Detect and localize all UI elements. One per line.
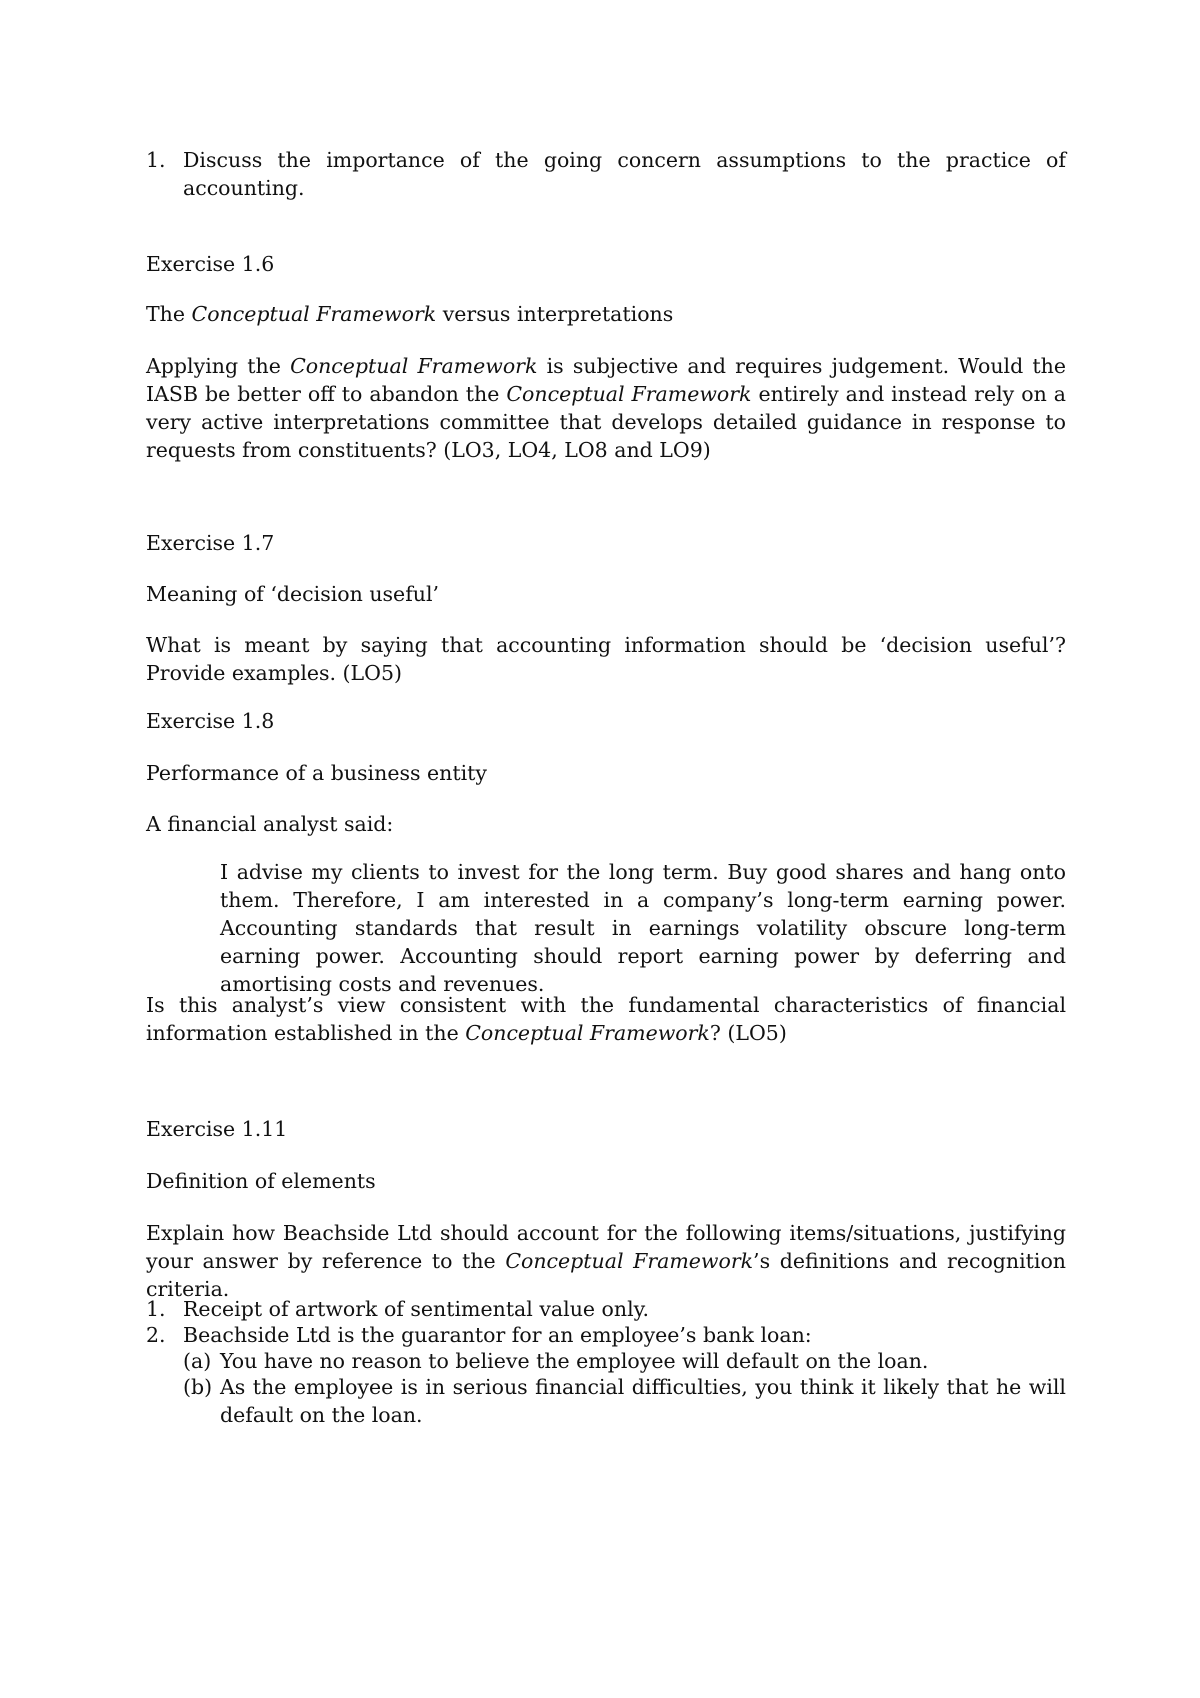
exercise-1-11-heading: Exercise 1.11 xyxy=(146,1117,288,1141)
exercise-1-11-intro: Explain how Beachside Ltd should account for the following items/situations, justifying your answer by reference to the Conceptual Framework’s definitions and recognition criteria. xyxy=(146,1221,1067,1301)
sub-list-item-label: (b) xyxy=(183,1375,213,1399)
exercise-1-11-title: Definition of elements xyxy=(146,1169,376,1193)
list-item-text: Receipt of artwork of sentimental value only. xyxy=(183,1297,650,1321)
exercise-1-6-title: The Conceptual Framework versus interpretations xyxy=(146,302,674,326)
exercise-1-8-question: Is this analyst’s view consistent with the fundamental characteristics of financial information established in the Conceptual Framework? (LO5) xyxy=(146,993,1066,1045)
list-item-text: Beachside Ltd is the guarantor for an employee’s bank loan: xyxy=(183,1323,812,1347)
exercise-1-8-quote: I advise my clients to invest for the long term. Buy good shares and hang onto them. Therefore, I am interested in a company’s long-term earning power. Accounting standards that result in earnings volatility obscure long-term earning power. Accounting should report earning power by deferring and amortising costs and revenues. xyxy=(220,859,1066,996)
exercise-1-7-title: Meaning of ‘decision useful’ xyxy=(146,582,440,606)
sub-list-item-text: You have no reason to believe the employee will default on the loan. xyxy=(220,1349,929,1373)
exercise-1-6-body: Applying the Conceptual Framework is subjective and requires judgement. Would the IASB be better off to abandon the Conceptual Framework entirely and instead rely on a very active interpretations committee that develops detailed guidance in response to requests from constituents? (LO3, LO4, LO8 and LO9) xyxy=(146,354,1066,462)
exercise-1-7-heading: Exercise 1.7 xyxy=(146,531,275,555)
sub-list-item-label: (a) xyxy=(183,1349,212,1373)
list-item-number: 1. xyxy=(146,1297,166,1321)
exercise-1-8-heading: Exercise 1.8 xyxy=(146,709,275,733)
list-item-number: 2. xyxy=(146,1323,166,1347)
question-1-text: Discuss the importance of the going concern assumptions to the practice of accounting. xyxy=(183,148,1066,200)
exercise-1-7-body: What is meant by saying that accounting information should be ‘decision useful’? Provide examples. (LO5) xyxy=(146,633,1066,685)
question-1-number: 1. xyxy=(146,148,166,172)
exercise-1-8-title: Performance of a business entity xyxy=(146,761,487,785)
sub-list-item-text: As the employee is in serious financial difficulties, you think it likely that he will default on the loan. xyxy=(220,1375,1066,1427)
exercise-1-8-intro: A financial analyst said: xyxy=(146,812,394,836)
exercise-1-6-heading: Exercise 1.6 xyxy=(146,252,275,276)
